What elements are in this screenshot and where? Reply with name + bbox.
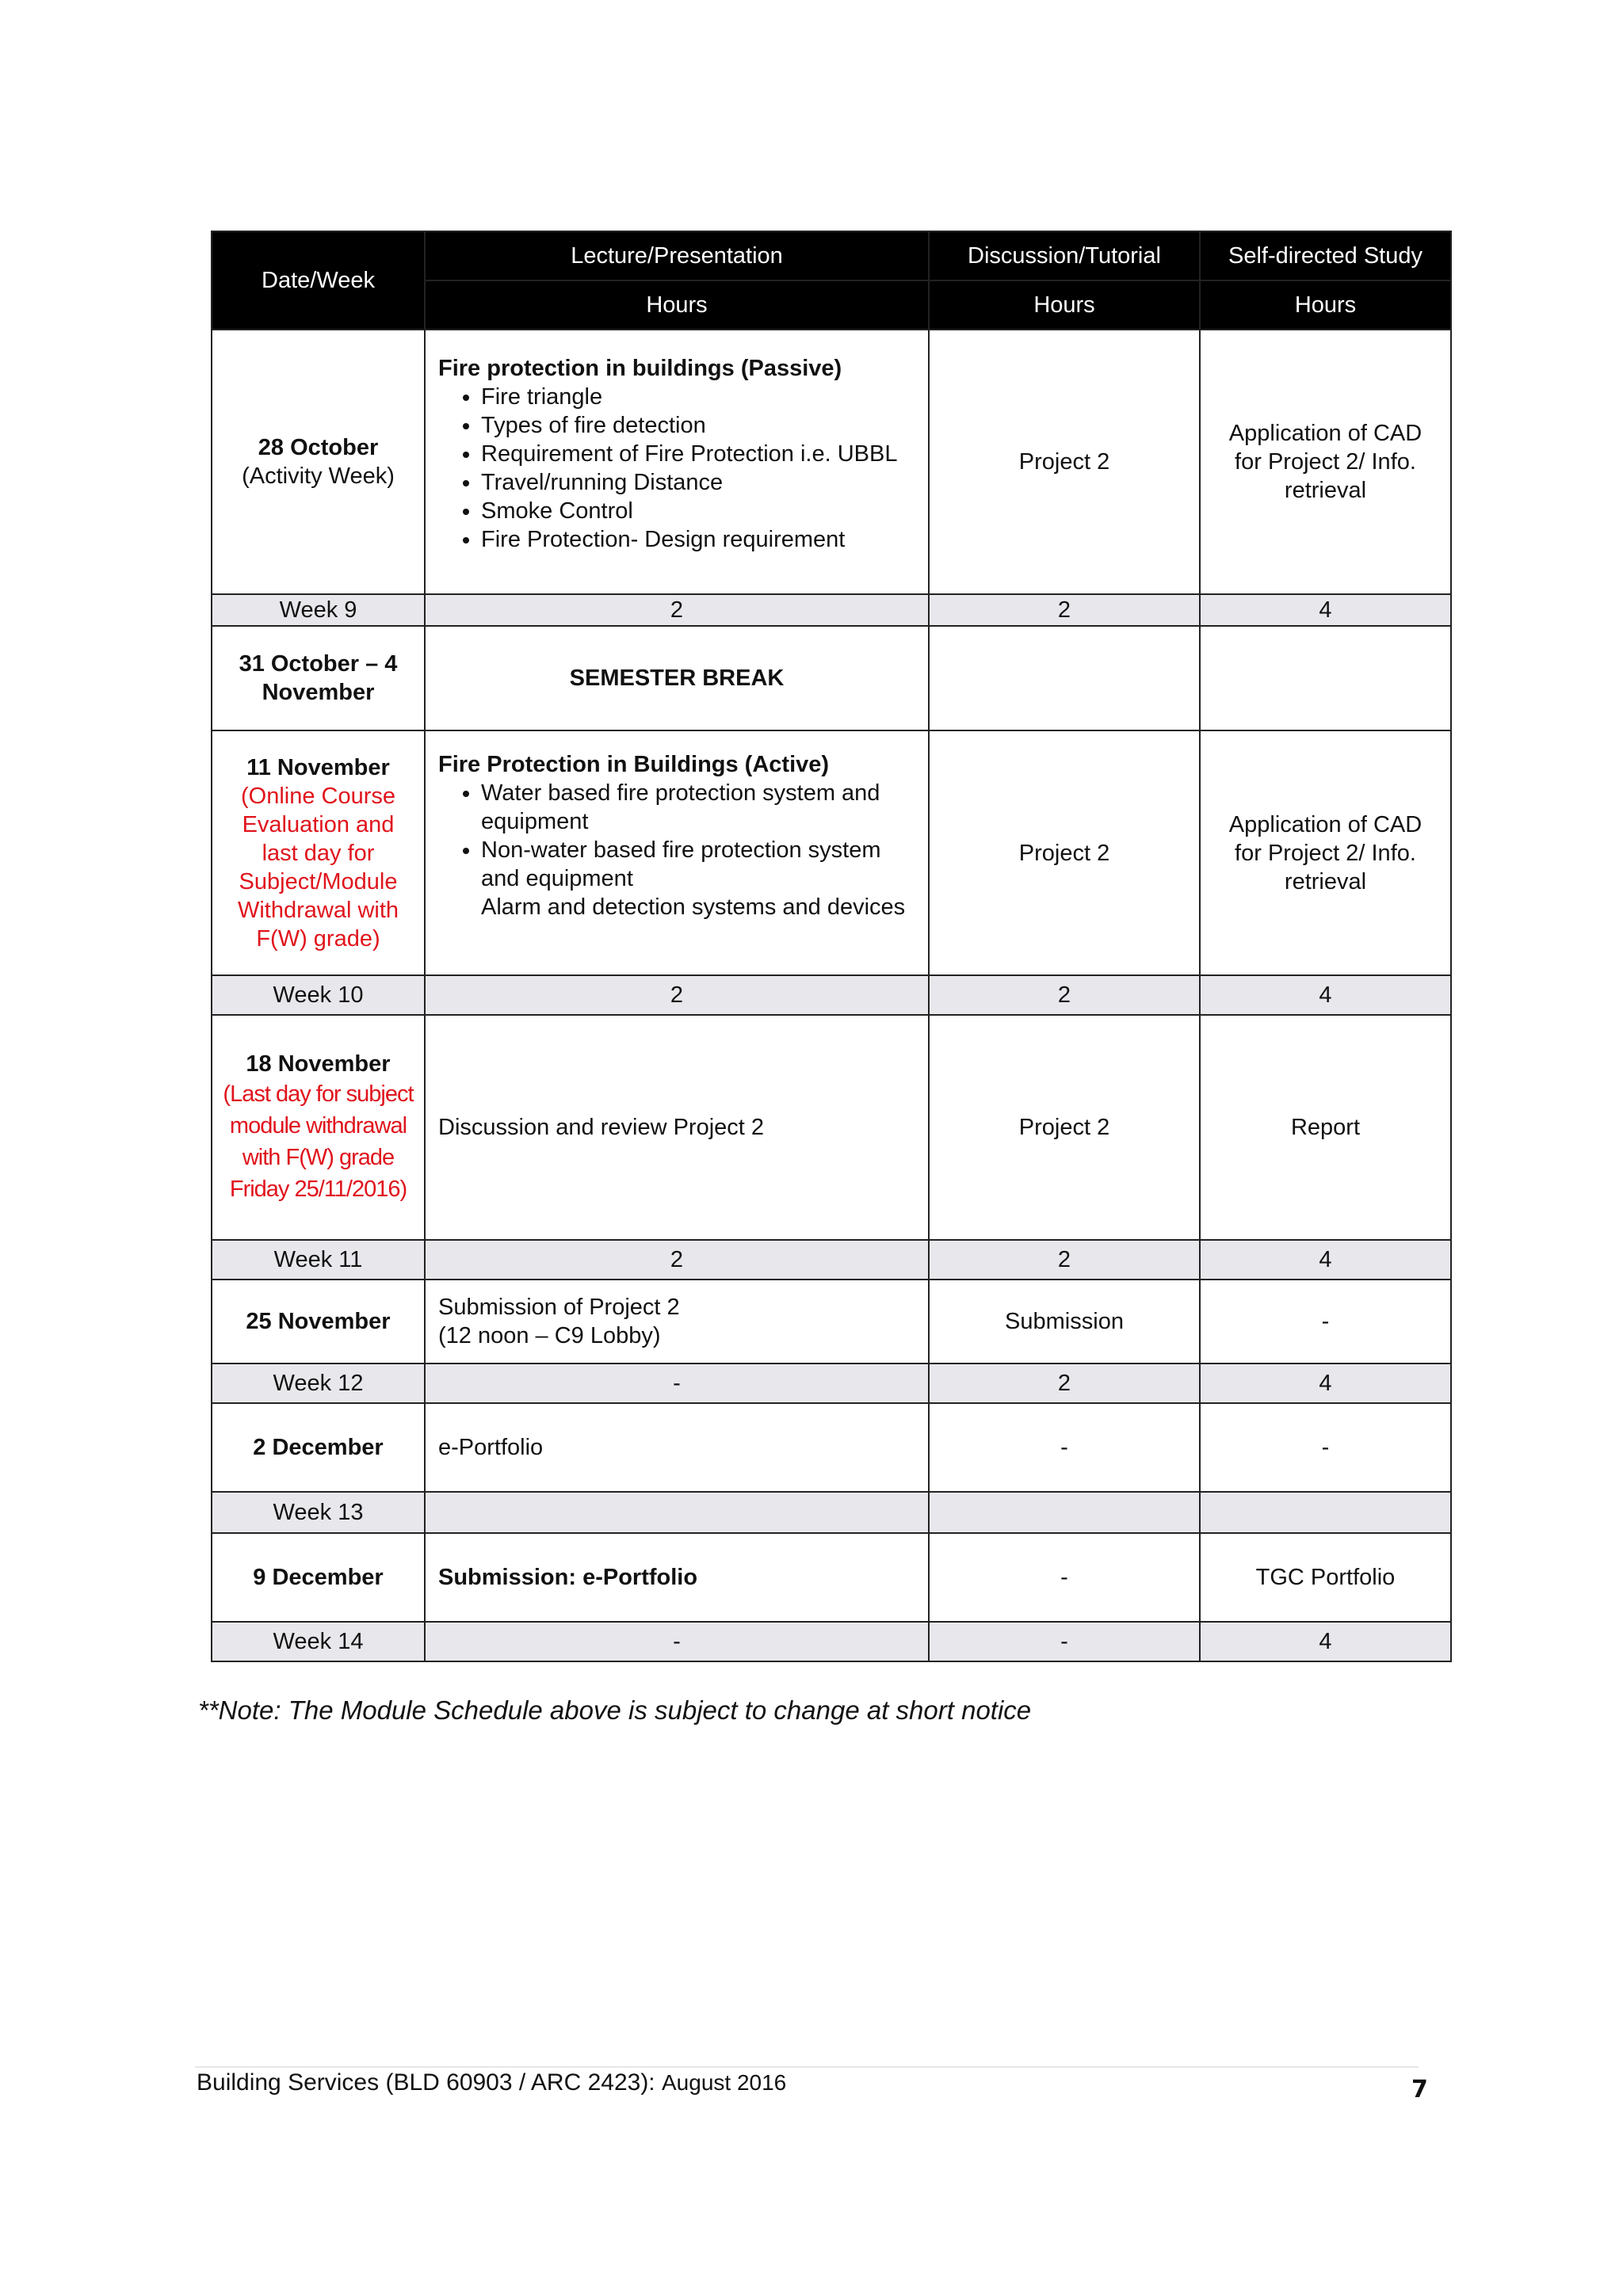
lecture-cell [425, 730, 929, 975]
week-self-study-hours: 4 [1200, 1240, 1451, 1280]
footer-text [197, 2069, 786, 2096]
header-hours: Hours [1200, 280, 1451, 330]
footer-date: August 2016 [662, 2070, 787, 2095]
list-item: • Non-water based fire protection system and equipment [481, 836, 915, 893]
footer-divider [195, 2066, 1419, 2068]
lecture-cell: Submission: e-Portfolio [425, 1533, 929, 1622]
week-row [212, 594, 1451, 626]
header-hours: Hours [425, 280, 929, 330]
week-discussion-hours [929, 1492, 1200, 1533]
date-cell [212, 330, 425, 594]
week-lecture-hours: - [425, 1363, 929, 1403]
lecture-cell [425, 330, 929, 594]
week-row [212, 1363, 1451, 1403]
module-schedule-table [211, 231, 1452, 1662]
lecture-title: Fire protection in buildings (Passive) [438, 356, 842, 381]
lecture-line: Submission of Project 2 [438, 1295, 680, 1320]
discussion-cell: Project 2 [929, 1015, 1200, 1240]
table-row [212, 626, 1451, 730]
week-lecture-hours: 2 [425, 1240, 929, 1280]
week-self-study-hours: 4 [1200, 1622, 1451, 1661]
date-label: 11 November [246, 754, 390, 780]
lecture-extra: Alarm and detection systems and devices [481, 894, 906, 920]
week-self-study-hours [1200, 1492, 1451, 1533]
date-label: 28 October [258, 435, 379, 460]
lecture-topic-list [438, 383, 915, 554]
week-self-study-hours: 4 [1200, 1363, 1451, 1403]
header-discussion: Discussion/Tutorial [929, 231, 1200, 280]
table-row [212, 1533, 1451, 1622]
date-sub: (Activity Week) [242, 463, 395, 489]
week-self-study-hours: 4 [1200, 594, 1451, 626]
week-label: Week 10 [212, 975, 425, 1015]
week-row [212, 1240, 1451, 1280]
footer-course: Building Services (BLD 60903 / ARC 2423): [197, 2069, 655, 2096]
week-discussion-hours: 2 [929, 975, 1200, 1015]
table-row [212, 1403, 1451, 1492]
schedule-note: **Note: The Module Schedule above is subject to change at short notice [198, 1695, 1032, 1725]
discussion-cell: Project 2 [929, 330, 1200, 594]
lecture-line: (12 noon – C9 Lobby) [438, 1323, 661, 1348]
date-note: (Online Course Evaluation and last day for Subject/Module Withdrawal with F(W) grade) [237, 783, 399, 952]
discussion-cell: Submission [929, 1280, 1200, 1363]
week-row [212, 975, 1451, 1015]
week-lecture-hours: - [425, 1622, 929, 1661]
date-label: 18 November [246, 1051, 391, 1077]
week-lecture-hours [425, 1492, 929, 1533]
page-number: 7 [1411, 2076, 1428, 2103]
week-discussion-hours: 2 [929, 1363, 1200, 1403]
lecture-cell [425, 1280, 929, 1363]
date-label: 2 December [212, 1403, 425, 1492]
list-item: • Travel/running Distance [481, 468, 915, 497]
week-discussion-hours: 2 [929, 1240, 1200, 1280]
week-discussion-hours: 2 [929, 594, 1200, 626]
week-label: Week 12 [212, 1363, 425, 1403]
week-lecture-hours: 2 [425, 594, 929, 626]
week-label: Week 9 [212, 594, 425, 626]
table-row [212, 330, 1451, 594]
week-discussion-hours: - [929, 1622, 1200, 1661]
discussion-cell: Project 2 [929, 730, 1200, 975]
header-row [212, 231, 1451, 280]
date-cell [212, 730, 425, 975]
week-label: Week 11 [212, 1240, 425, 1280]
week-label: Week 13 [212, 1492, 425, 1533]
semester-break-label: SEMESTER BREAK [425, 626, 929, 730]
self-study-cell: - [1200, 1280, 1451, 1363]
table-row [212, 1280, 1451, 1363]
header-hours: Hours [929, 280, 1200, 330]
week-lecture-hours: 2 [425, 975, 929, 1015]
week-self-study-hours: 4 [1200, 975, 1451, 1015]
week-row [212, 1622, 1451, 1661]
list-item: • Types of fire detection [481, 411, 915, 440]
discussion-cell [929, 626, 1200, 730]
self-study-cell: - [1200, 1403, 1451, 1492]
list-item: • Fire triangle [481, 383, 915, 411]
list-item: • Smoke Control [481, 497, 915, 525]
lecture-cell: e-Portfolio [425, 1403, 929, 1492]
list-item: • Requirement of Fire Protection i.e. UBBL [481, 440, 915, 468]
discussion-cell: - [929, 1533, 1200, 1622]
list-item: • Fire Protection- Design requirement [481, 525, 915, 554]
self-study-cell: Application of CAD for Project 2/ Info. retrieval [1200, 730, 1451, 975]
lecture-title: Fire Protection in Buildings (Active) [438, 752, 830, 777]
self-study-cell: Report [1200, 1015, 1451, 1240]
list-item: • Water based fire protection system and equipment [481, 779, 915, 836]
table-row [212, 730, 1451, 975]
week-label: Week 14 [212, 1622, 425, 1661]
week-row [212, 1492, 1451, 1533]
header-date-week: Date/Week [212, 231, 425, 330]
self-study-cell: TGC Portfolio [1200, 1533, 1451, 1622]
discussion-cell: - [929, 1403, 1200, 1492]
date-cell [212, 1015, 425, 1240]
table-row [212, 1015, 1451, 1240]
lecture-topic-list [438, 779, 915, 893]
header-lecture: Lecture/Presentation [425, 231, 929, 280]
date-label: 9 December [212, 1533, 425, 1622]
header-self-study: Self-directed Study [1200, 231, 1451, 280]
date-label: 31 October – 4 November [212, 626, 425, 730]
self-study-cell: Application of CAD for Project 2/ Info. retrieval [1200, 330, 1451, 594]
self-study-cell [1200, 626, 1451, 730]
date-note: (Last day for subject module withdrawal with F(W) grade Friday 25/11/2016) [223, 1081, 414, 1202]
lecture-cell: Discussion and review Project 2 [425, 1015, 929, 1240]
date-label: 25 November [212, 1280, 425, 1363]
